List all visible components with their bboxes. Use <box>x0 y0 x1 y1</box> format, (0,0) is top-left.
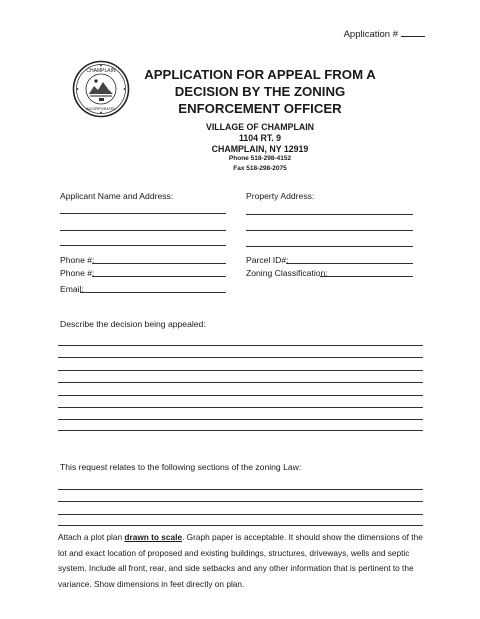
property-address-line-3[interactable] <box>246 246 413 247</box>
instructions-emphasis: drawn to scale <box>124 532 183 542</box>
decision-line-1[interactable] <box>58 345 423 346</box>
org-phone: Phone 518-298-4152 <box>228 155 292 162</box>
village-seal-icon <box>72 60 130 118</box>
zoning-law-line-3[interactable] <box>58 514 423 515</box>
seal-text-bottom: INCORPORATED <box>85 107 117 111</box>
zoning-law-line-2[interactable] <box>58 501 423 502</box>
seal-text-top: CHAMPLAIN <box>86 68 116 74</box>
org-city: CHAMPLAIN, NY 12919 <box>211 144 309 154</box>
applicant-address-line-2[interactable] <box>60 230 226 231</box>
decision-line-5[interactable] <box>58 395 423 396</box>
form-title <box>140 66 380 117</box>
decision-line-6[interactable] <box>58 407 423 408</box>
email-field[interactable] <box>80 292 226 293</box>
org-street: 1104 RT. 9 <box>238 133 282 143</box>
phone2-label: Phone #: <box>60 268 95 278</box>
instructions-part-1: Attach a plot plan <box>58 532 125 542</box>
parcel-id-field[interactable] <box>286 263 413 264</box>
application-number-label: Application # <box>343 29 398 40</box>
applicant-address-line-3[interactable] <box>60 245 226 246</box>
zoning-classification-field[interactable] <box>320 276 413 277</box>
application-number-field[interactable] <box>401 27 425 37</box>
applicant-address-line-1[interactable] <box>60 213 226 214</box>
title-line-1: APPLICATION FOR APPEAL FROM A <box>144 67 376 82</box>
zoning-law-sections-label: This request relates to the following sections of the zoning Law: <box>60 462 302 472</box>
applicant-name-address-label: Applicant Name and Address: <box>60 191 174 201</box>
org-fax: Fax 518-298-2075 <box>233 165 287 172</box>
parcel-id-label: Parcel ID#: <box>246 255 289 265</box>
decision-line-4[interactable] <box>58 382 423 383</box>
plot-plan-instructions <box>58 530 428 592</box>
zoning-law-line-1[interactable] <box>58 489 423 490</box>
decision-line-3[interactable] <box>58 370 423 371</box>
email-label: Email: <box>60 284 84 294</box>
phone1-label: Phone #: <box>60 255 95 265</box>
decision-line-2[interactable] <box>58 357 423 358</box>
title-line-2: DECISION BY THE ZONING <box>174 84 346 99</box>
instructions-part-2: . Graph paper is acceptable. It should show the dimensions of the lot and exact location of proposed and existing buildings, structures, driveways, wells and septic system. Include all front, rear, and side setbacks and any other information that is pertinent to the variance. Show dimensions in feet directly on plan. <box>58 532 423 589</box>
org-name: VILLAGE OF CHAMPLAIN <box>205 122 314 132</box>
application-number <box>344 27 425 40</box>
phone2-field[interactable] <box>92 276 226 277</box>
decision-line-8[interactable] <box>58 430 423 431</box>
title-line-3: ENFORCEMENT OFFICER <box>178 101 342 116</box>
decision-line-7[interactable] <box>58 419 423 420</box>
property-address-label: Property Address: <box>246 191 315 201</box>
property-address-line-1[interactable] <box>246 214 413 215</box>
zoning-law-line-4[interactable] <box>58 525 423 526</box>
describe-decision-label: Describe the decision being appealed: <box>60 319 206 329</box>
zoning-classification-label: Zoning Classification: <box>246 268 328 278</box>
phone1-field[interactable] <box>92 263 226 264</box>
property-address-line-2[interactable] <box>246 230 413 231</box>
